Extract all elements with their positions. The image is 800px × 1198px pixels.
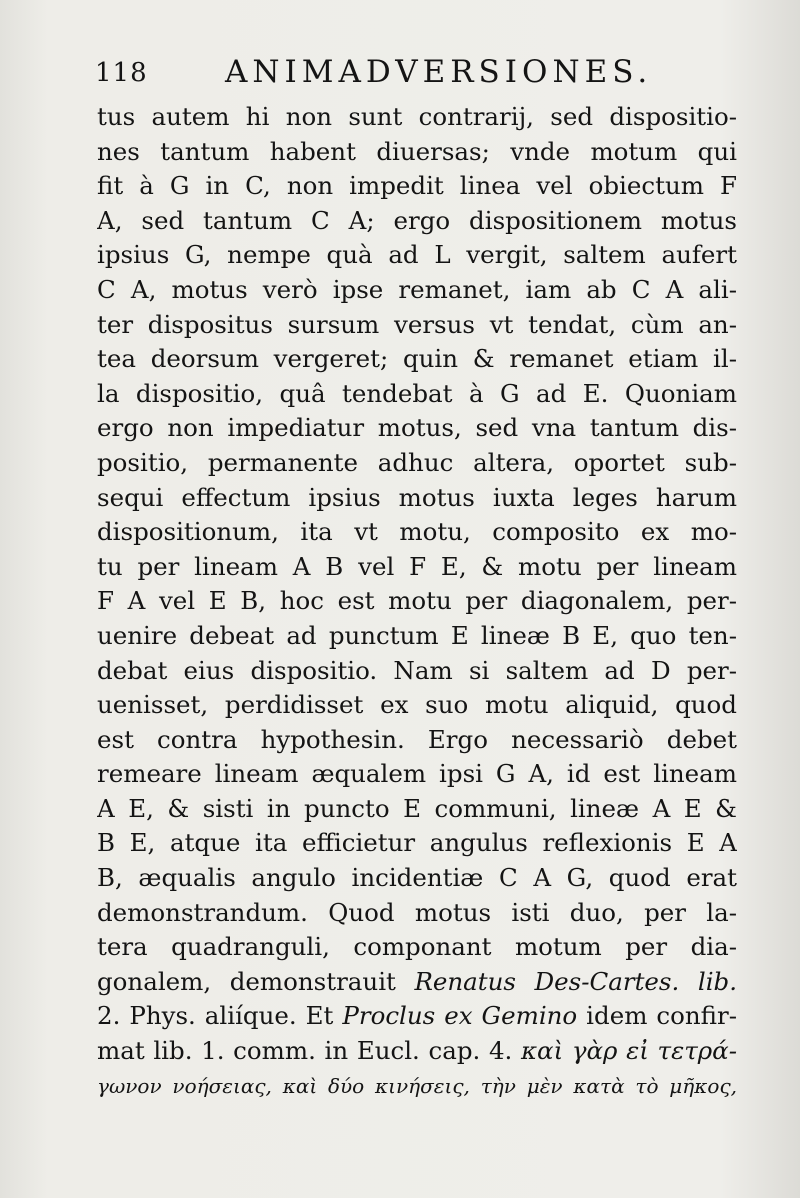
text-line-25: tera quadranguli, componant motum per dia- [97,932,737,962]
text-line-28 [97,1034,737,1069]
text-line-10: ergo non impediatur motus, sed vna tantum dis- [97,413,737,443]
text-line-17: debat eius dispositio. Nam si saltem ad D per- [97,655,737,685]
text-line-14: tu per lineam A B vel F E, & motu per lineam [97,551,737,581]
text-line-15: F A vel E B, hoc est motu per diagonalem, per- [97,586,737,616]
text-line-12: sequi effectum ipsius motus iuxta leges harum [97,482,737,512]
text-roman: mat lib. 1. comm. in Eucl. cap. 4. [97,1036,521,1066]
text-line-19: est contra hypothesin. Ergo necessariò debet [97,724,737,754]
text-line-13: dispositionum, ita vt motu, composito ex mo- [97,517,737,547]
text-line-27 [97,999,737,1034]
text-block [97,100,737,1103]
text-line-24: demonstrandum. Quod motus isti duo, per la- [97,897,737,927]
text-line-18: uenisset, perdidisset ex suo motu aliquid, quod [97,690,737,720]
text-roman: idem confir- [577,1001,737,1031]
text-line-26 [97,965,737,1000]
text-roman: 2. Phys. aliíque. Et [97,1001,343,1031]
text-line-22: B E, atque ita efficietur angulus reflexionis E A [97,828,737,858]
page-header [95,52,755,92]
text-line-6: C A, motus verò ipse remanet, iam ab C A ali- [97,274,737,304]
text-line-5: ipsius G, nempe quà ad L vergit, saltem aufert [97,240,737,270]
greek-quote: γωνον νοήσειας, καὶ δύο κινήσεις, τὴν μὲν κατὰ τὸ μῆκος, [97,1073,737,1098]
text-line-2: nes tantum habent diuersas; vnde motum qui [97,136,737,166]
text-line-3: fit à G in C, non impedit linea vel obiectum F [97,171,737,201]
text-line-20: remeare lineam æqualem ipsi G A, id est lineam [97,759,737,789]
page-number: 118 [95,58,148,88]
text-line-16: uenire debeat ad punctum E lineæ B E, quo ten- [97,620,737,650]
text-line-9: la dispositio, quâ tendebat à G ad E. Quoniam [97,378,737,408]
text-line-29-greek [97,1069,737,1104]
text-roman: gonalem, demonstrauit [97,966,415,996]
text-line-7: ter dispositus sursum versus vt tendat, cùm an- [97,309,737,339]
text-line-1: tus autem hi non sunt contrarij, sed dispositio- [97,102,737,131]
text-italic-source: Proclus ex Gemino [342,1001,578,1031]
text-line-21: A E, & sisti in puncto E communi, lineæ A E & [97,793,737,823]
text-line-11: positio, permanente adhuc altera, oportet sub- [97,447,737,477]
greek-quote: καὶ γὰρ εἰ τετρά- [520,1036,737,1066]
text-line-23: B, æqualis angulo incidentiæ C A G, quod erat [97,863,737,893]
text-line-8: tea deorsum vergeret; quin & remanet etiam il- [97,344,737,374]
running-title: ANIMADVERSIONES. [225,54,653,90]
text-italic-author: Renatus Des-Cartes. lib. [414,966,737,996]
text-line-4: A, sed tantum C A; ergo dispositionem motus [97,205,737,235]
